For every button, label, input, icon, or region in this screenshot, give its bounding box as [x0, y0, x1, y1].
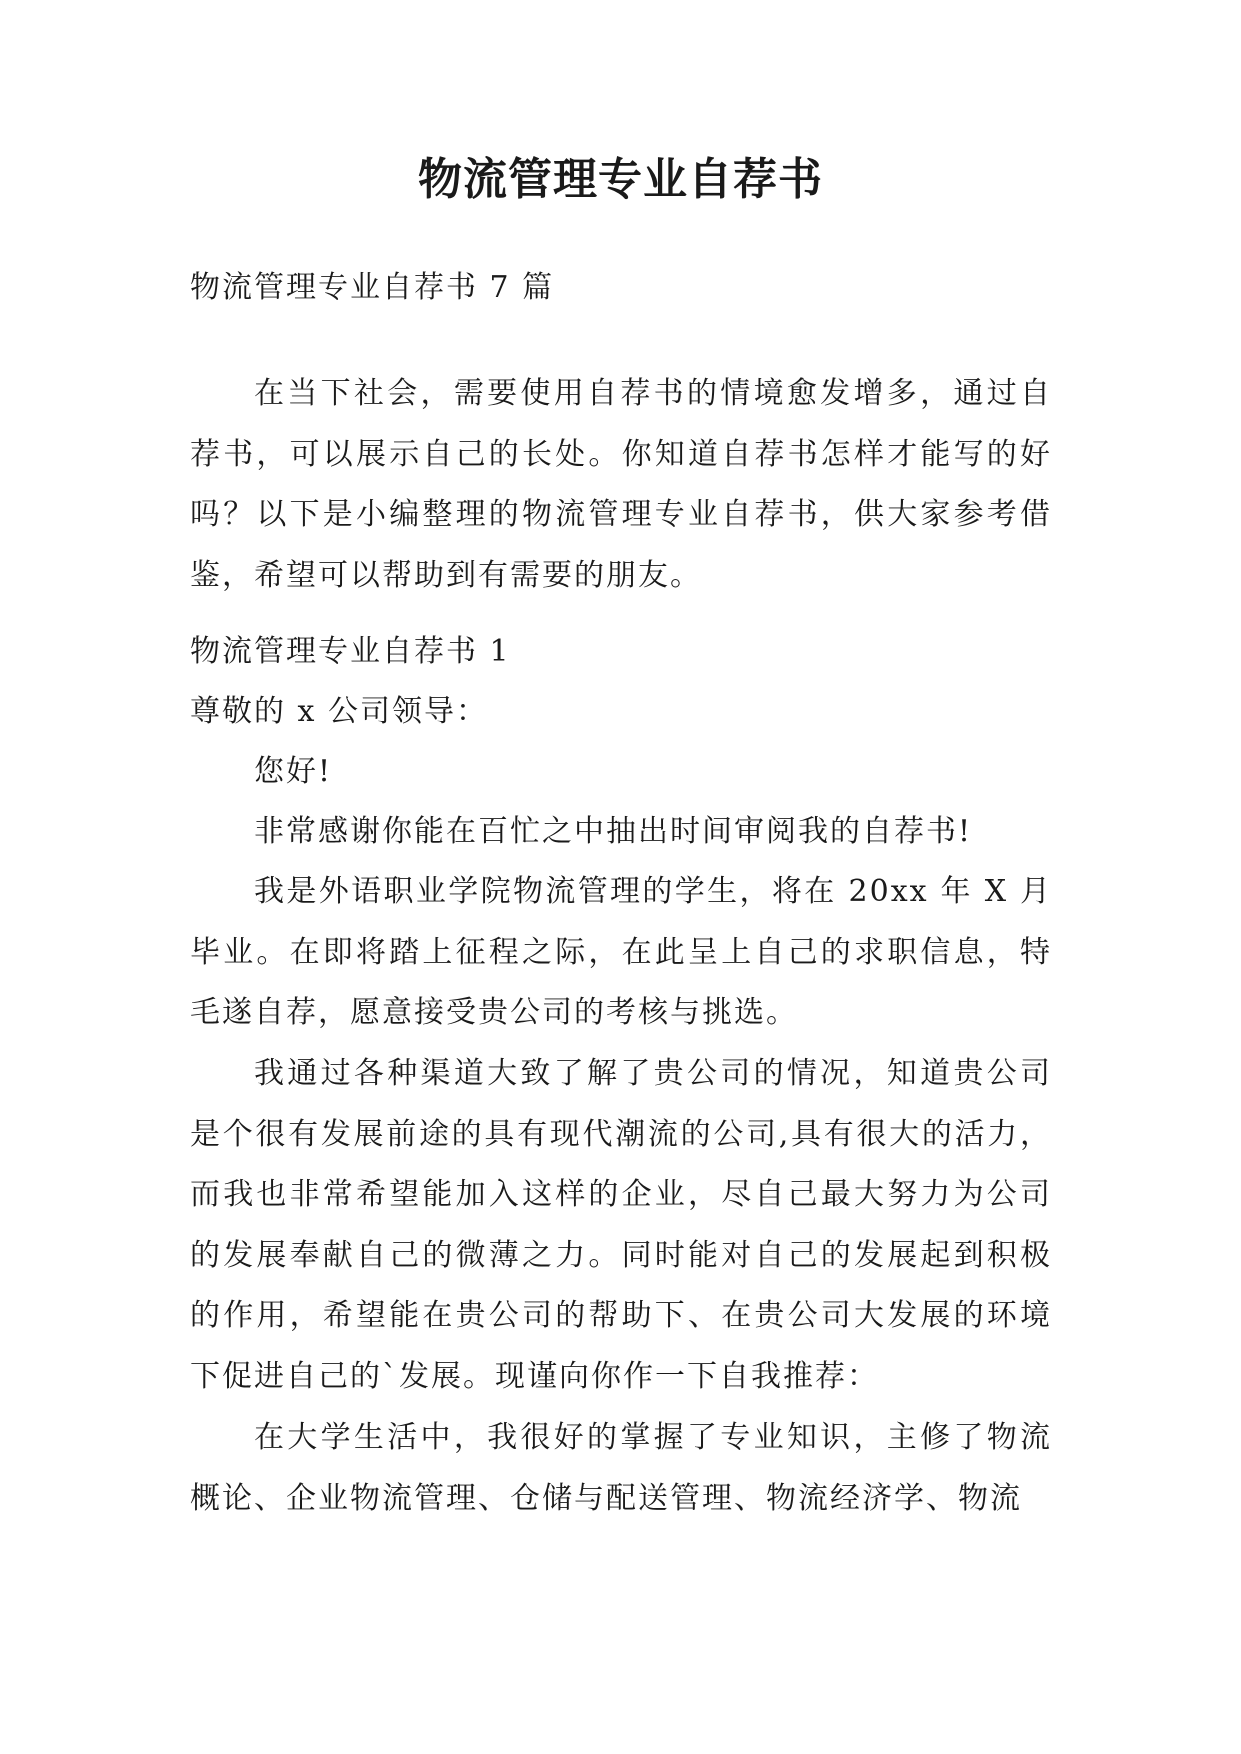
paragraph-thanks: 非常感谢你能在百忙之中抽出时间审阅我的自荐书!: [254, 814, 973, 849]
section-heading: 物流管理专业自荐书 1: [190, 634, 511, 669]
greeting: 您好!: [254, 754, 333, 789]
document-title: 物流管理专业自荐书: [418, 154, 823, 205]
salutation: 尊敬的 x 公司领导：: [190, 694, 488, 729]
paragraph-studies: 在大学生活中，我很好的掌握了专业知识，主修了物流概论、企业物流管理、仓储与配送管理、物流经济学、物流: [190, 1420, 1052, 1516]
paragraph-introduction: 我是外语职业学院物流管理的学生，将在 20xx 年 X 月毕业。在即将踏上征程之际，在此呈上自己的求职信息，特毛遂自荐，愿意接受贵公司的考核与挑选。: [190, 874, 1052, 1030]
paragraph-company: 我通过各种渠道大致了解了贵公司的情况，知道贵公司是个很有发展前途的具有现代潮流的公司,具有很大的活力，而我也非常希望能加入这样的企业，尽自己最大努力为公司的发展奉献自己的微薄之力。同时能对自己的发展起到积极的作用，希望能在贵公司的帮助下、在贵公司大发展的环境下促进自己的`发展。现谨向你作一下自我推荐：: [190, 1056, 1052, 1394]
document-subtitle: 物流管理专业自荐书 7 篇: [190, 270, 555, 305]
intro-paragraph: 在当下社会，需要使用自荐书的情境愈发增多，通过自荐书，可以展示自己的长处。你知道自荐书怎样才能写的好吗？以下是小编整理的物流管理专业自荐书，供大家参考借鉴，希望可以帮助到有需要的朋友。: [190, 376, 1052, 593]
